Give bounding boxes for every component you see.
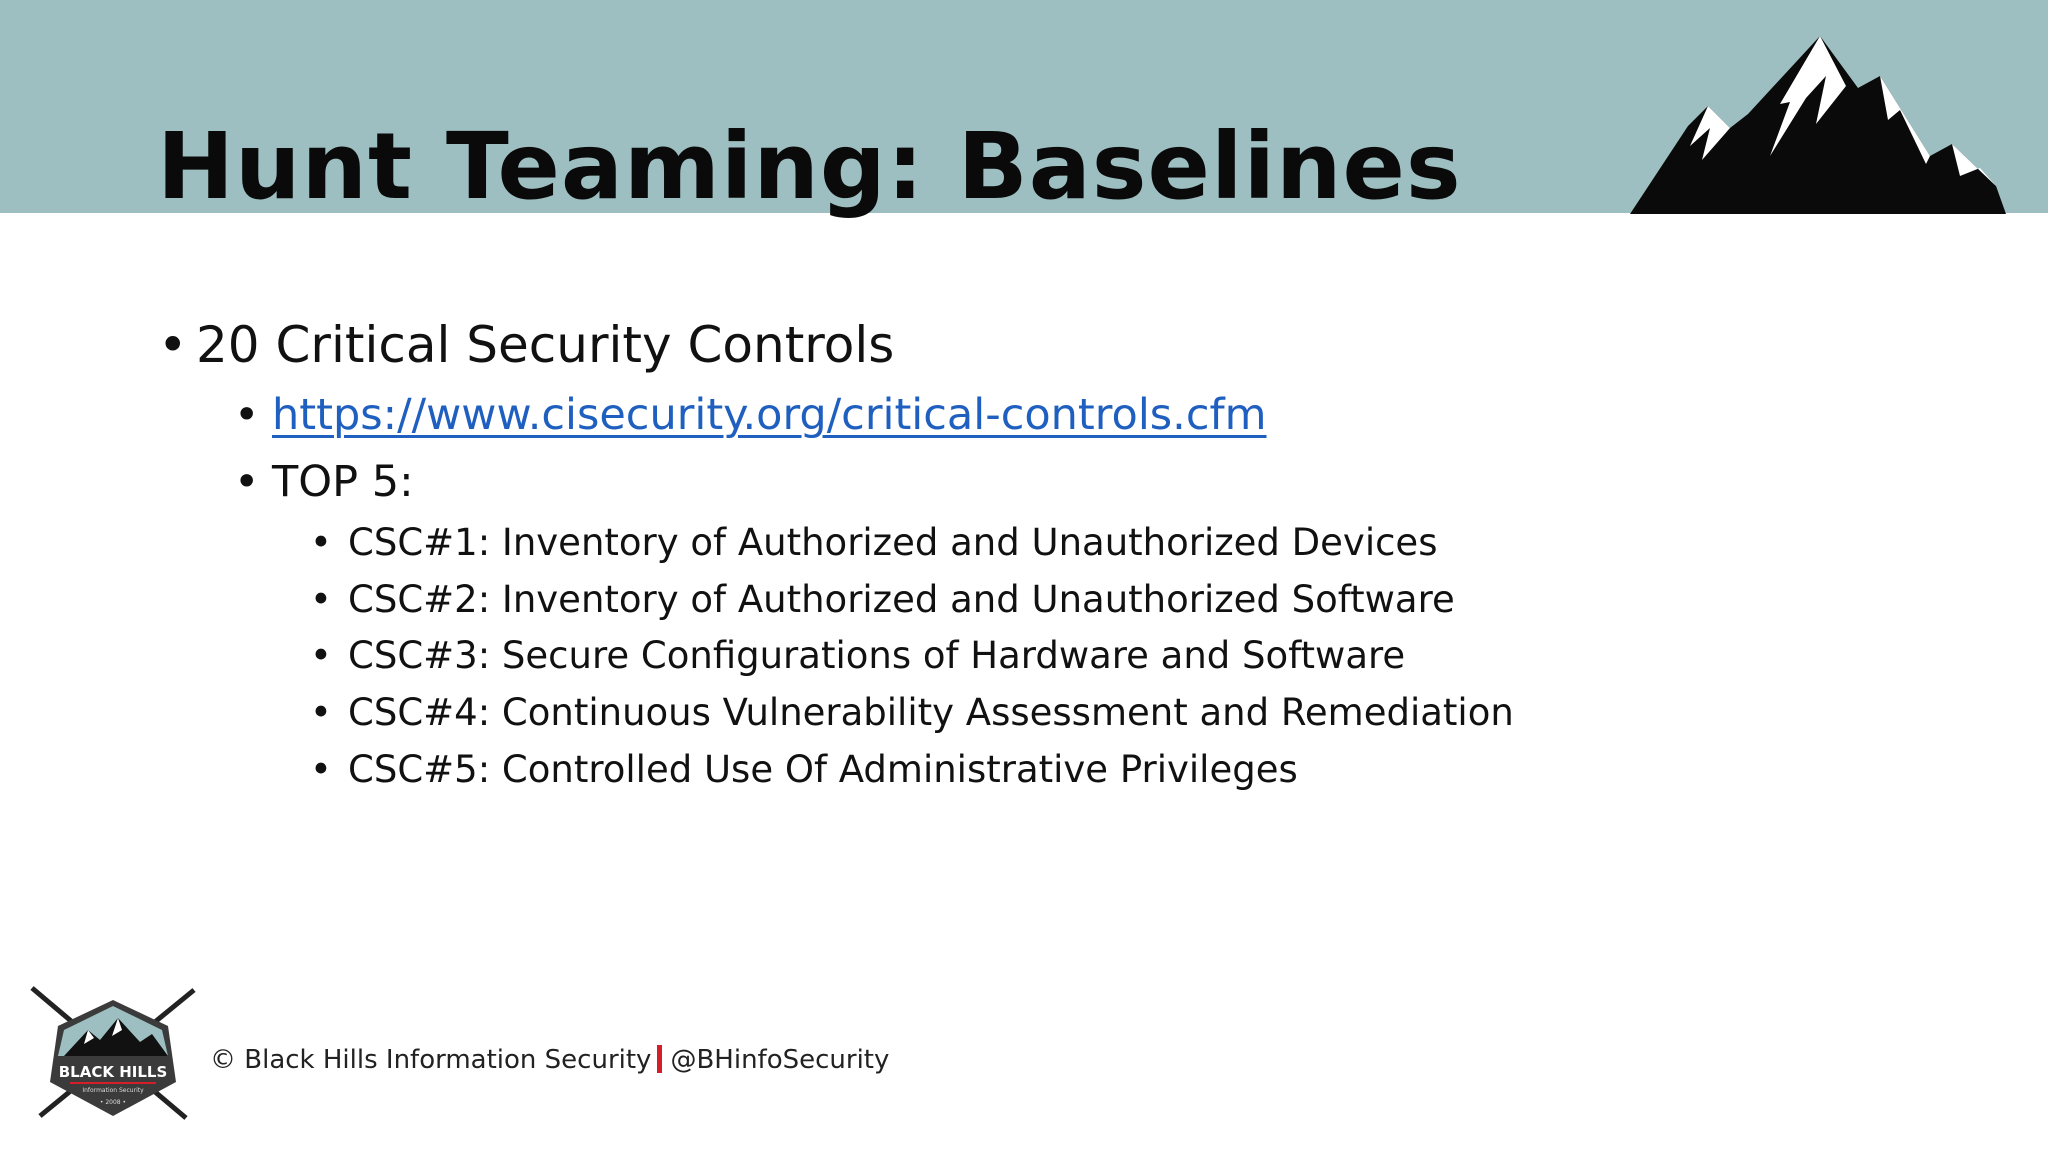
critical-controls-link[interactable]: https://www.cisecurity.org/critical-controls.cfm (272, 390, 1267, 440)
logo-year: • 2008 • (99, 1099, 127, 1106)
list-item-label: CSC#3: Secure Configurations of Hardware and Software (348, 634, 1406, 677)
footer-credit (210, 1040, 889, 1080)
bullet-dot: • (234, 457, 260, 507)
list-item (310, 516, 1437, 570)
list-item (234, 385, 1267, 445)
slide-title: Hunt Teaming: Baselines (157, 113, 1462, 220)
bullet-dot: • (158, 316, 188, 374)
bullet-dot: • (310, 748, 332, 791)
black-hills-logo (28, 984, 198, 1120)
list-item-label: CSC#1: Inventory of Authorized and Unauthorized Devices (348, 521, 1438, 564)
logo-text: BLACK HILLS (58, 1063, 168, 1081)
list-item-label: CSC#2: Inventory of Authorized and Unauthorized Software (348, 578, 1455, 621)
list-item-label: CSC#4: Continuous Vulnerability Assessment and Remediation (348, 691, 1514, 734)
list-item (310, 686, 1514, 740)
logo-subtext: Information Security (82, 1087, 144, 1094)
bullet-dot: • (310, 578, 332, 621)
list-item (234, 452, 414, 512)
list-item (310, 743, 1298, 797)
list-item (158, 310, 894, 380)
footer-copyright: © Black Hills Information Security (210, 1045, 652, 1075)
list-item (310, 629, 1405, 683)
footer-separator (657, 1045, 662, 1073)
bullet-dot: • (310, 691, 332, 734)
footer-handle: @BHinfoSecurity (670, 1045, 890, 1075)
bullet-dot: • (234, 390, 260, 440)
list-item-label: 20 Critical Security Controls (196, 316, 895, 374)
list-item (310, 573, 1455, 627)
bullet-dot: • (310, 634, 332, 677)
list-item-label: CSC#5: Controlled Use Of Administrative Privileges (348, 748, 1298, 791)
list-item-label: TOP 5: (272, 457, 414, 507)
bullet-dot: • (310, 521, 332, 564)
